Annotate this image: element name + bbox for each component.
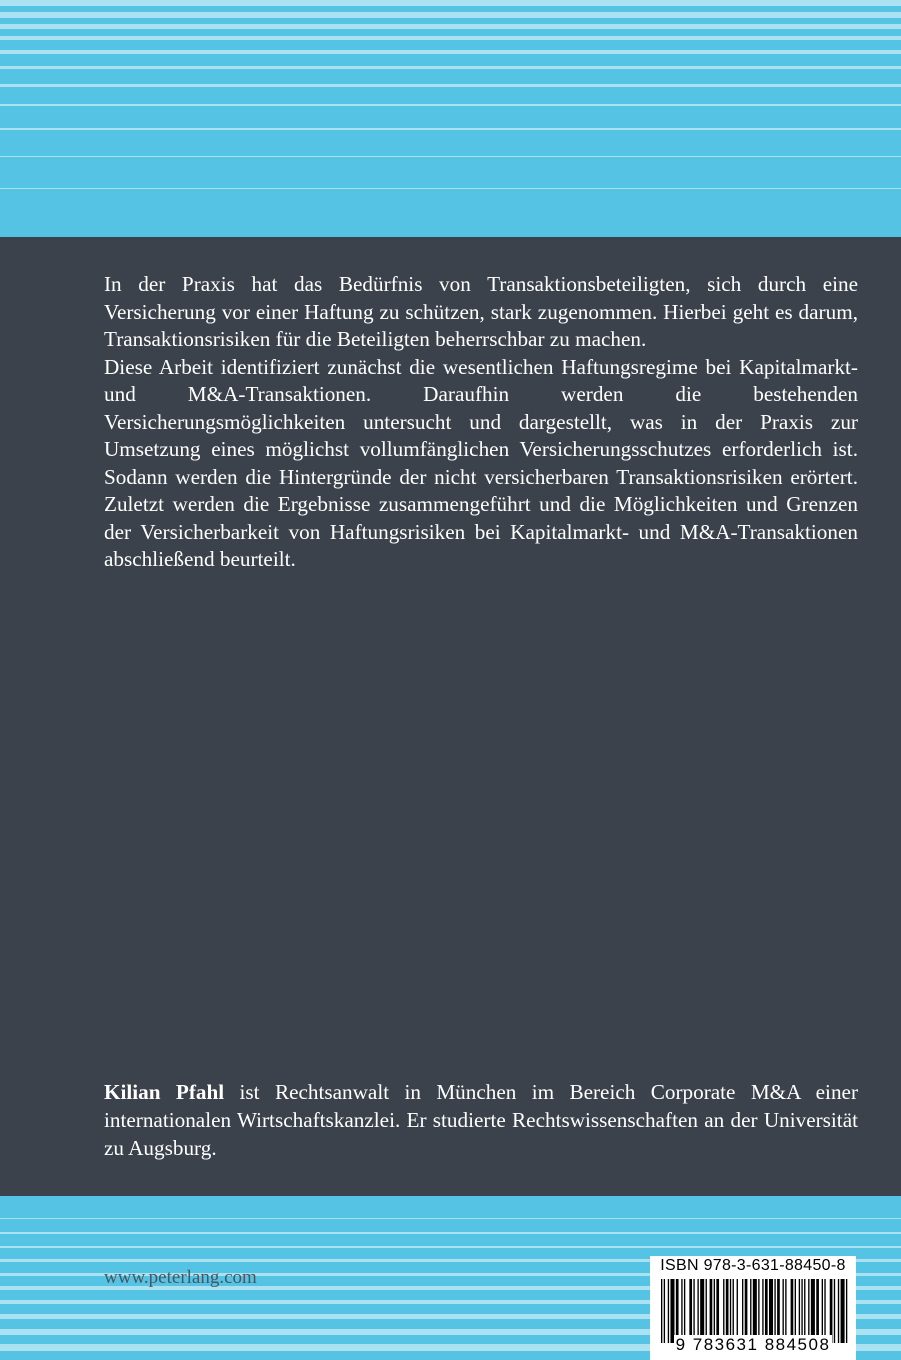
barcode-bar: [834, 1279, 835, 1343]
barcode-bars: [660, 1279, 850, 1343]
barcode-bar: [816, 1279, 819, 1343]
blurb-paragraph-2: Diese Arbeit identifiziert zunächst die wesentlichen Haftungsregime bei Kapitalmarkt- und M&A-Transaktionen. Daraufhin werden die bestehenden Versicherungsmöglichkeiten untersucht und dargestellt, was in der Praxis zur Umsetzung eines möglichst vollumfänglichen Versicherungsschutzes erforderlich ist. Sodann werden die Hintergründe der nicht versicherbaren Transaktionsrisiken erörtert. Zuletzt werden die Ergebnisse zusammengeführt und die Möglichkeiten und Grenzen der Versicherbarkeit von Haftungsrisiken bei Kapitalmarkt- und M&A-Transaktionen abschließend beurteilt.: [104, 354, 858, 571]
isbn-label: ISBN 978-3-631-88450-8: [660, 1257, 846, 1274]
barcode-bar: [777, 1279, 780, 1343]
barcode-bar: [693, 1279, 694, 1343]
publisher-website: www.peterlang.com: [104, 1267, 257, 1288]
barcode-bar: [822, 1279, 823, 1343]
author-description: ist Rechtsanwalt in München im Bereich Corporate M&A einer internationalen Wirtschaftskanzlei. Er studierte Rechtswissenschaften an der Universität zu Augsburg.: [104, 1080, 858, 1160]
top-stripe-band: [0, 0, 901, 237]
book-blurb: [104, 271, 858, 574]
barcode-bar: [795, 1279, 796, 1343]
barcode-bar: [758, 1279, 759, 1343]
barcode-bar: [750, 1279, 751, 1343]
barcode-bar: [684, 1279, 685, 1343]
author-bio: [104, 1078, 858, 1162]
blurb-paragraph-1: In der Praxis hat das Bedürfnis von Transaktionsbeteiligten, sich durch eine Versicherung vor einer Haftung zu schützen, stark zugenommen. Hierbei geht es darum, Transaktionsrisiken für die Beteiligten beherrschbar zu machen.: [104, 272, 858, 351]
barcode-bar: [811, 1279, 815, 1343]
barcode-bar: [791, 1279, 794, 1343]
isbn-barcode: [650, 1256, 856, 1360]
barcode-bar: [681, 1279, 682, 1343]
barcode-bar: [745, 1279, 748, 1343]
author-name: Kilian Pfahl: [104, 1080, 225, 1104]
barcode-bar: [808, 1279, 809, 1343]
barcode-bar: [661, 1279, 662, 1343]
barcode-bar: [723, 1279, 724, 1343]
barcode-bar: [801, 1279, 802, 1343]
barcode-bar: [664, 1279, 665, 1343]
barcode-bar: [765, 1279, 768, 1343]
ean-digits: 9 783631 884508: [675, 1335, 831, 1354]
barcode-bar: [737, 1279, 738, 1343]
barcode-bar: [824, 1279, 825, 1343]
barcode-bar: [700, 1279, 704, 1343]
barcode-bar: [804, 1279, 805, 1343]
barcode-bar: [689, 1279, 692, 1343]
barcode-bar: [774, 1279, 775, 1343]
barcode-bar: [676, 1279, 679, 1343]
barcode-bar: [670, 1279, 674, 1343]
barcode-bar: [706, 1279, 707, 1343]
barcode-bar: [783, 1279, 784, 1343]
barcode-bar: [697, 1279, 698, 1343]
barcode-bar: [785, 1279, 786, 1343]
barcode-bar: [769, 1279, 773, 1343]
barcode-bar: [742, 1279, 743, 1343]
barcode-bar: [753, 1279, 757, 1343]
barcode-bar: [714, 1279, 715, 1343]
barcode-bar: [838, 1279, 839, 1343]
barcode-bar: [730, 1279, 731, 1343]
barcode-bar: [668, 1279, 669, 1343]
barcode-bar: [846, 1279, 847, 1343]
barcode-bar: [726, 1279, 729, 1343]
barcode-bar: [841, 1279, 845, 1343]
barcode-bar: [716, 1279, 719, 1343]
barcode-bar: [799, 1279, 800, 1343]
barcode-bar: [733, 1279, 734, 1343]
barcode-bar: [762, 1279, 763, 1343]
barcode-bar: [830, 1279, 833, 1343]
barcode-bar: [710, 1279, 713, 1343]
